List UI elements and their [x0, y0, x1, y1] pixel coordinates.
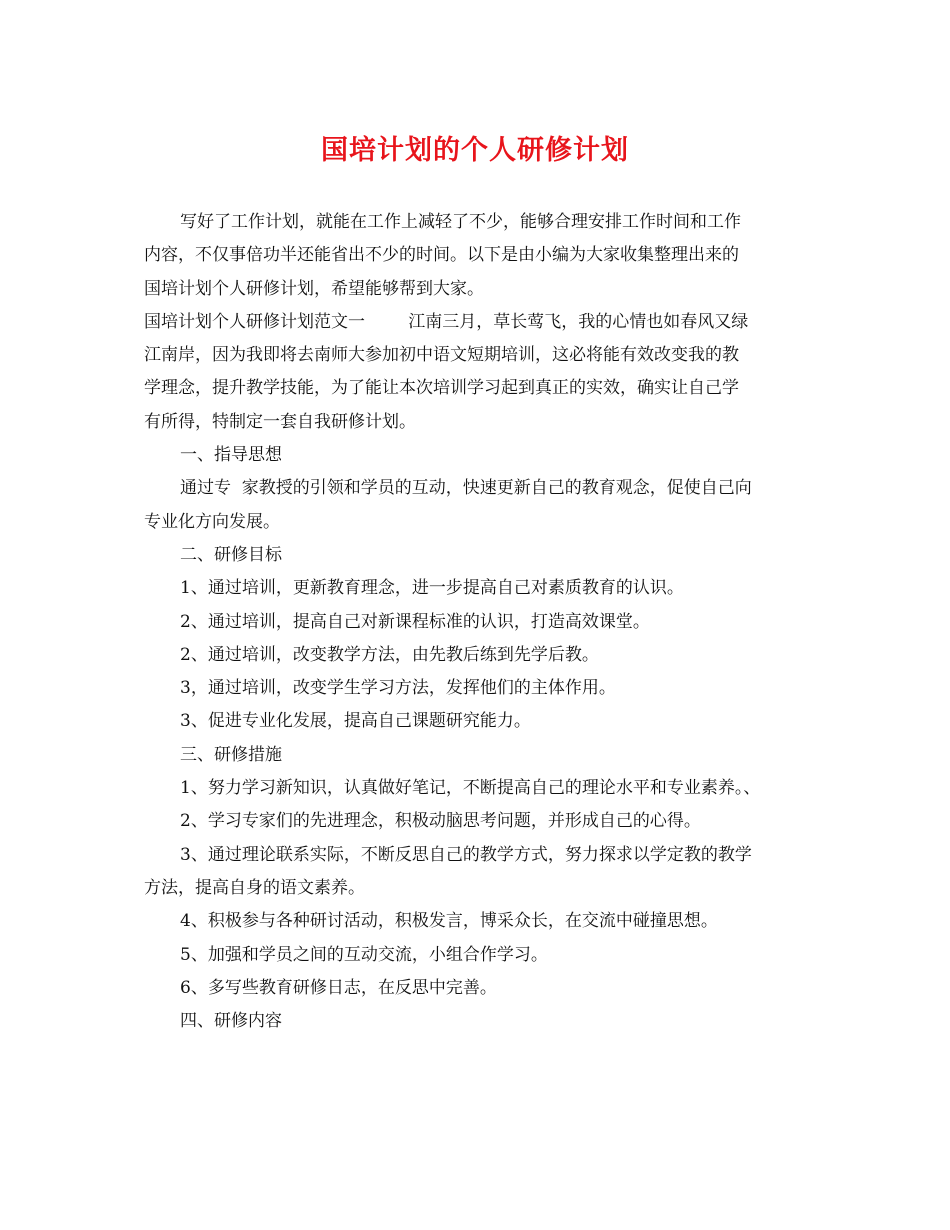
text-line: 方法，提高自身的语文素养。 — [144, 877, 365, 898]
text-line: 内容，不仅事倍功半还能省出不少的时间。以下是由小编为大家收集整理出来的 — [144, 245, 739, 266]
text-line: 1、努力学习新知识，认真做好笔记，不断提高自己的理论水平和专业素养。、 — [180, 778, 761, 799]
document-title: 国培计划的个人研修计划 — [321, 135, 629, 166]
text-line: 3、通过理论联系实际，不断反思自己的教学方式，努力探求以学定教的教学 — [180, 844, 752, 865]
text-line: 6、多写些教育研修日志，在反思中完善。 — [180, 977, 497, 998]
text-line: 3、促进专业化发展，提高自己课题研究能力。 — [180, 711, 531, 732]
text-line: 江南岸，因为我即将去南师大参加初中语文短期培训，这必将能有效改变我的教 — [144, 345, 739, 366]
text-line: 国培计划个人研修计划，希望能够帮到大家。 — [144, 278, 484, 299]
text-line: 国培计划个人研修计划范文一 江南三月，草长莺飞，我的心情也如春风又绿 — [144, 311, 749, 332]
text-line: 四、研修内容 — [180, 1011, 282, 1032]
text-line: 学理念，提升教学技能，为了能让本次培训学习起到真正的实效，确实让自己学 — [144, 378, 739, 399]
text-line: 通过专 家教授的引领和学员的互动，快速更新自己的教育观念，促使自己向 — [180, 478, 752, 499]
text-line: 2、通过培训，改变教学方法，由先教后练到先学后教。 — [180, 644, 599, 665]
text-line: 3，通过培训，改变学生学习方法，发挥他们的主体作用。 — [180, 678, 616, 699]
text-line: 1、通过培训，更新教育理念，进一步提高自己对素质教育的认识。 — [180, 578, 684, 599]
text-line: 5、加强和学员之间的互动交流，小组合作学习。 — [180, 944, 548, 965]
text-line: 写好了工作计划，就能在工作上减轻了不少，能够合理安排工作时间和工作 — [180, 212, 741, 232]
text-line: 专业化方向发展。 — [144, 511, 280, 532]
text-line: 一、指导思想 — [180, 445, 282, 466]
text-line: 4、积极参与各种研讨活动，积极发言，博采众长，在交流中碰撞思想。 — [180, 911, 718, 932]
text-line: 有所得，特制定一套自我研修计划。 — [144, 411, 416, 432]
text-line: 二、研修目标 — [180, 544, 282, 565]
document-body — [144, 206, 812, 1038]
text-line: 三、研修措施 — [180, 744, 282, 765]
text-line: 2、通过培训，提高自己对新课程标准的认识，打造高效课堂。 — [180, 611, 650, 632]
text-line: 2、学习专家们的先进理念，积极动脑思考问题，并形成自己的心得。 — [180, 811, 701, 832]
